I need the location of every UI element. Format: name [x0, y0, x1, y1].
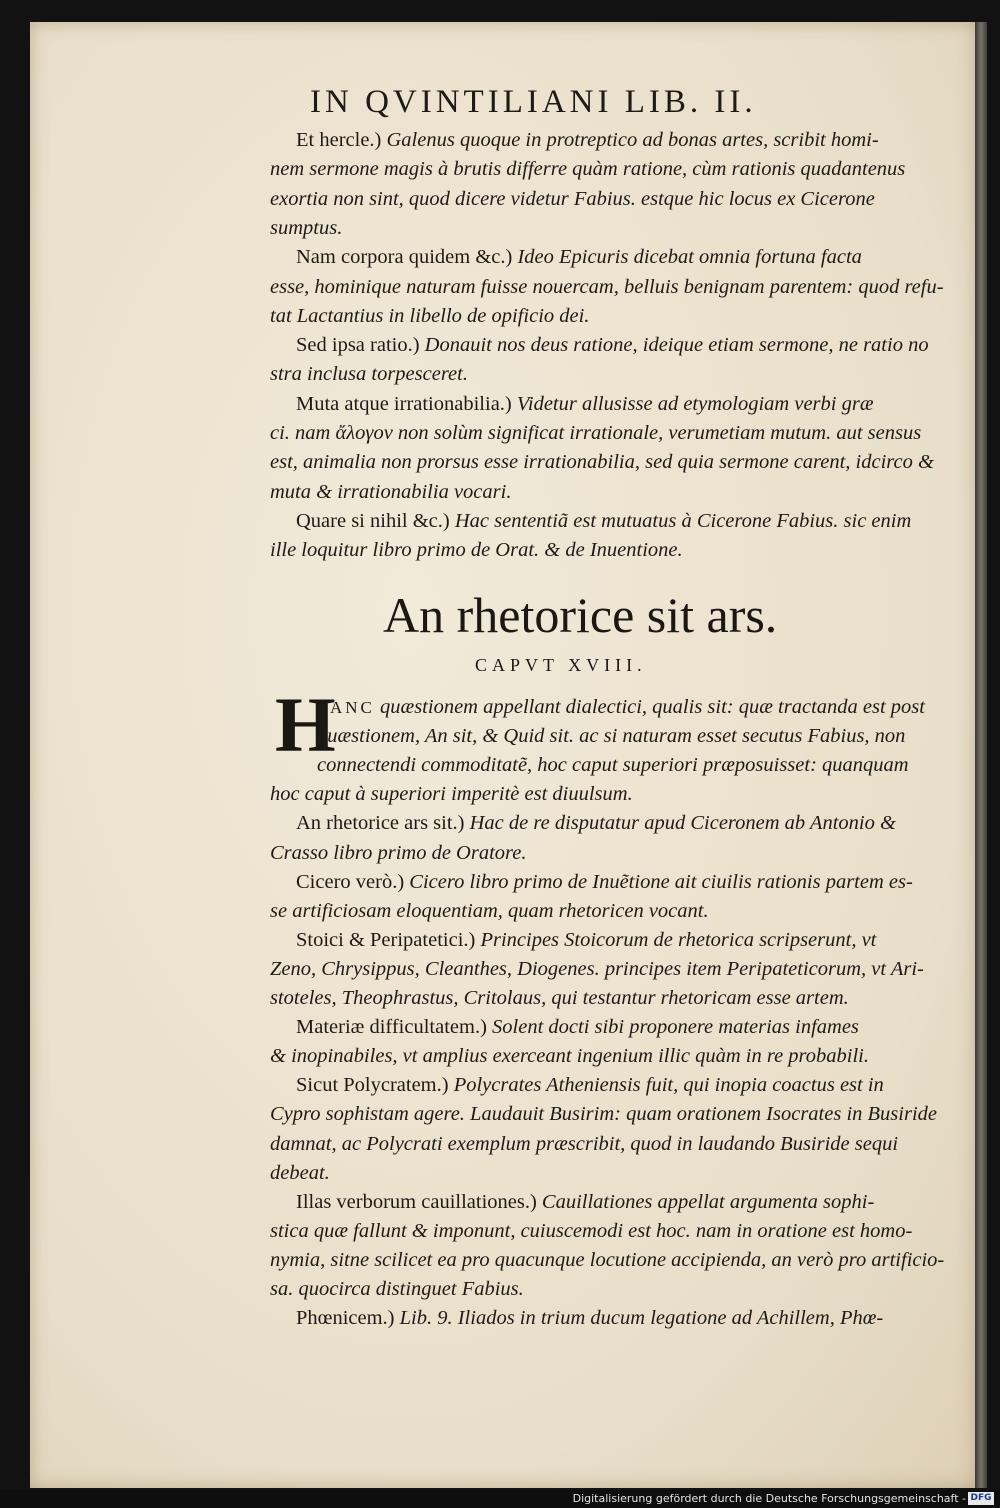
gloss-text: Principes Stoicorum de rhetorica scripserunt, vt — [475, 928, 877, 951]
bottom-line — [270, 955, 924, 983]
lemma-text: An rhetorice ars sit.) — [296, 812, 465, 835]
bottom-line — [296, 1013, 859, 1041]
gloss-text: quæstionem, An sit, & Quid sit. ac si naturam esset secutus Fabius, non — [317, 725, 906, 748]
lemma-text: Et hercle.) — [296, 129, 382, 151]
bottom-line — [270, 897, 709, 925]
bottom-line — [317, 722, 905, 750]
top-line — [270, 214, 342, 242]
gloss-text: & inopinabiles, vt amplius exerceant ingenium illic quàm in re probabili. — [270, 1045, 869, 1068]
lemma-text: Sicut Polycratem.) — [296, 1074, 449, 1097]
bottom-line — [296, 926, 876, 954]
bottom-line — [296, 868, 913, 896]
top-line — [270, 155, 905, 183]
gloss-text: esse, hominique naturam fuisse nouercam, belluis benignam parentem: quod refu- — [270, 275, 944, 298]
lemma-text: Illas verborum cauillationes.) — [296, 1190, 537, 1213]
gloss-text: Ideo Epicuris dicebat omnia fortuna facta — [512, 246, 862, 269]
top-line — [270, 302, 589, 330]
gloss-text: sumptus. — [270, 216, 343, 239]
bottom-line — [296, 809, 896, 837]
lemma-text: Stoici & Peripatetici.) — [296, 928, 476, 951]
bottom-line — [270, 1217, 912, 1245]
lemma-text: Cicero verò.) — [296, 870, 405, 893]
bottom-line — [270, 984, 849, 1012]
gloss-text: connectendi commoditatẽ, hoc caput superiori præposuisset: quanquam — [317, 754, 909, 777]
gloss-text: debeat. — [270, 1161, 330, 1184]
gloss-text: damnat, ac Polycrati exemplum præscribit, quod in laudando Busiride sequi — [270, 1132, 899, 1155]
gloss-text: se artificiosam eloquentiam, quam rhetoricen vocant. — [270, 899, 709, 922]
book-binding-edge — [975, 22, 987, 1488]
footer-credit: Digitalisierung gefördert durch die Deutsche Forschungsgemeinschaft - — [572, 1492, 966, 1505]
lemma-text: Materiæ difficultatem.) — [296, 1016, 487, 1039]
gloss-text: stica quæ fallunt & imponunt, cuiuscemodi est hoc. nam in oratione est homo- — [270, 1219, 913, 1242]
bottom-line — [270, 1275, 524, 1303]
lemma-text: Sed ipsa ratio.) — [296, 334, 420, 357]
top-line — [270, 536, 683, 564]
top-line — [296, 126, 879, 154]
bottom-line — [270, 1246, 944, 1274]
top-line — [270, 448, 934, 476]
gloss-text: Cicero libro primo de Inuẽtione ait ciuilis rationis partem es- — [404, 870, 913, 893]
top-line — [270, 273, 944, 301]
running-head: IN QVINTILIANI LIB. II. — [310, 84, 757, 120]
lemma-text: Muta atque irrationabilia.) — [296, 392, 512, 415]
bottom-line — [270, 1100, 937, 1128]
gloss-text: Crasso libro primo de Oratore. — [270, 841, 527, 864]
gloss-text: ille loquitur libro primo de Orat. & de Inuentione. — [270, 539, 683, 562]
gloss-text: stra inclusa torpesceret. — [270, 363, 468, 386]
bottom-line — [296, 1071, 884, 1099]
bottom-line — [270, 1130, 898, 1158]
gloss-text: Donauit nos deus ratione, ideique etiam sermone, ne ratio no — [419, 334, 929, 357]
gloss-text: sa. quocirca distinguet Fabius. — [270, 1278, 524, 1300]
gloss-text: tat Lactantius in libello de opificio dei. — [270, 304, 590, 327]
gloss-text: Lib. 9. Iliados in trium ducum legatione ad Achillem, Phœ- — [394, 1307, 884, 1330]
gloss-text: Cauillationes appellat argumenta sophi- — [536, 1190, 875, 1213]
bottom-line — [317, 751, 909, 779]
chapter-number: CAPVT XVIII. — [475, 655, 647, 675]
gloss-text: Zeno, Chrysippus, Cleanthes, Diogenes. principes item Peripateticorum, vt Ari- — [270, 957, 924, 980]
gloss-text: hoc caput à superiori imperitè est diuulsum. — [270, 783, 633, 806]
top-line — [296, 507, 911, 535]
gloss-text: Solent docti sibi proponere materias infames — [486, 1016, 859, 1039]
bottom-line — [330, 693, 925, 722]
top-line — [270, 478, 511, 506]
dfg-logo: DFG — [968, 1492, 994, 1505]
gloss-text: Cypro sophistam agere. Laudauit Busirim: quam orationem Isocrates in Busiride — [270, 1103, 937, 1126]
gloss-text: quæstionem appellant dialectici, qualis sit: quæ tractanda est post — [374, 696, 925, 718]
bottom-line — [270, 1159, 330, 1187]
chapter-title: An rhetorice sit ars. — [383, 587, 778, 643]
gloss-text: exortia non sint, quod dicere videtur Fabius. estque hic locus ex Cicerone — [270, 187, 875, 210]
drop-cap-initial: H — [275, 681, 336, 768]
gloss-text: muta & irrationabilia vocari. — [270, 480, 512, 503]
gloss-text: ci. nam ἄλογον non solùm significat irrationale, verumetiam mutum. aut sensus — [270, 422, 922, 444]
top-line — [270, 360, 468, 388]
lemma-text: Quare si nihil &c.) — [296, 509, 450, 532]
bottom-line — [270, 780, 633, 808]
bottom-line — [270, 839, 526, 867]
gloss-text: Polycrates Atheniensis fuit, qui inopia coactus est in — [448, 1074, 884, 1097]
top-line — [296, 331, 929, 359]
bottom-line — [270, 1042, 869, 1070]
top-line — [270, 185, 875, 213]
lemma-text: Nam corpora quidem &c.) — [296, 246, 513, 269]
gloss-text: stoteles, Theophrastus, Critolaus, qui testantur rhetoricam esse artem. — [270, 987, 849, 1009]
gloss-text: nymia, sitne scilicet ea pro quacunque locutione accipienda, an verò pro artificio- — [270, 1248, 945, 1271]
top-line — [296, 390, 874, 418]
gloss-text: nem sermone magis à brutis differre quàm ratione, cùm rationis quadantenus — [270, 158, 906, 181]
gloss-text: Galenus quoque in protreptico ad bonas artes, scribit homi- — [381, 129, 879, 151]
bottom-line — [296, 1304, 883, 1332]
top-line — [270, 419, 921, 447]
bottom-line — [296, 1188, 874, 1216]
top-line — [296, 243, 862, 271]
gloss-text: Hac de re disputatur apud Ciceronem ab Antonio & — [464, 812, 896, 835]
lemma-text: Phœnicem.) — [296, 1307, 395, 1330]
gloss-text: est, animalia non prorsus esse irrationabilia, sed quia sermone carent, idcirco & — [270, 451, 934, 474]
gloss-text: Videtur allusisse ad etymologiam verbi græ — [511, 392, 874, 415]
gloss-text: Hac sententiã est mutuatus à Cicerone Fabius. sic enim — [449, 509, 912, 532]
lemma-text: ANC — [330, 698, 375, 717]
